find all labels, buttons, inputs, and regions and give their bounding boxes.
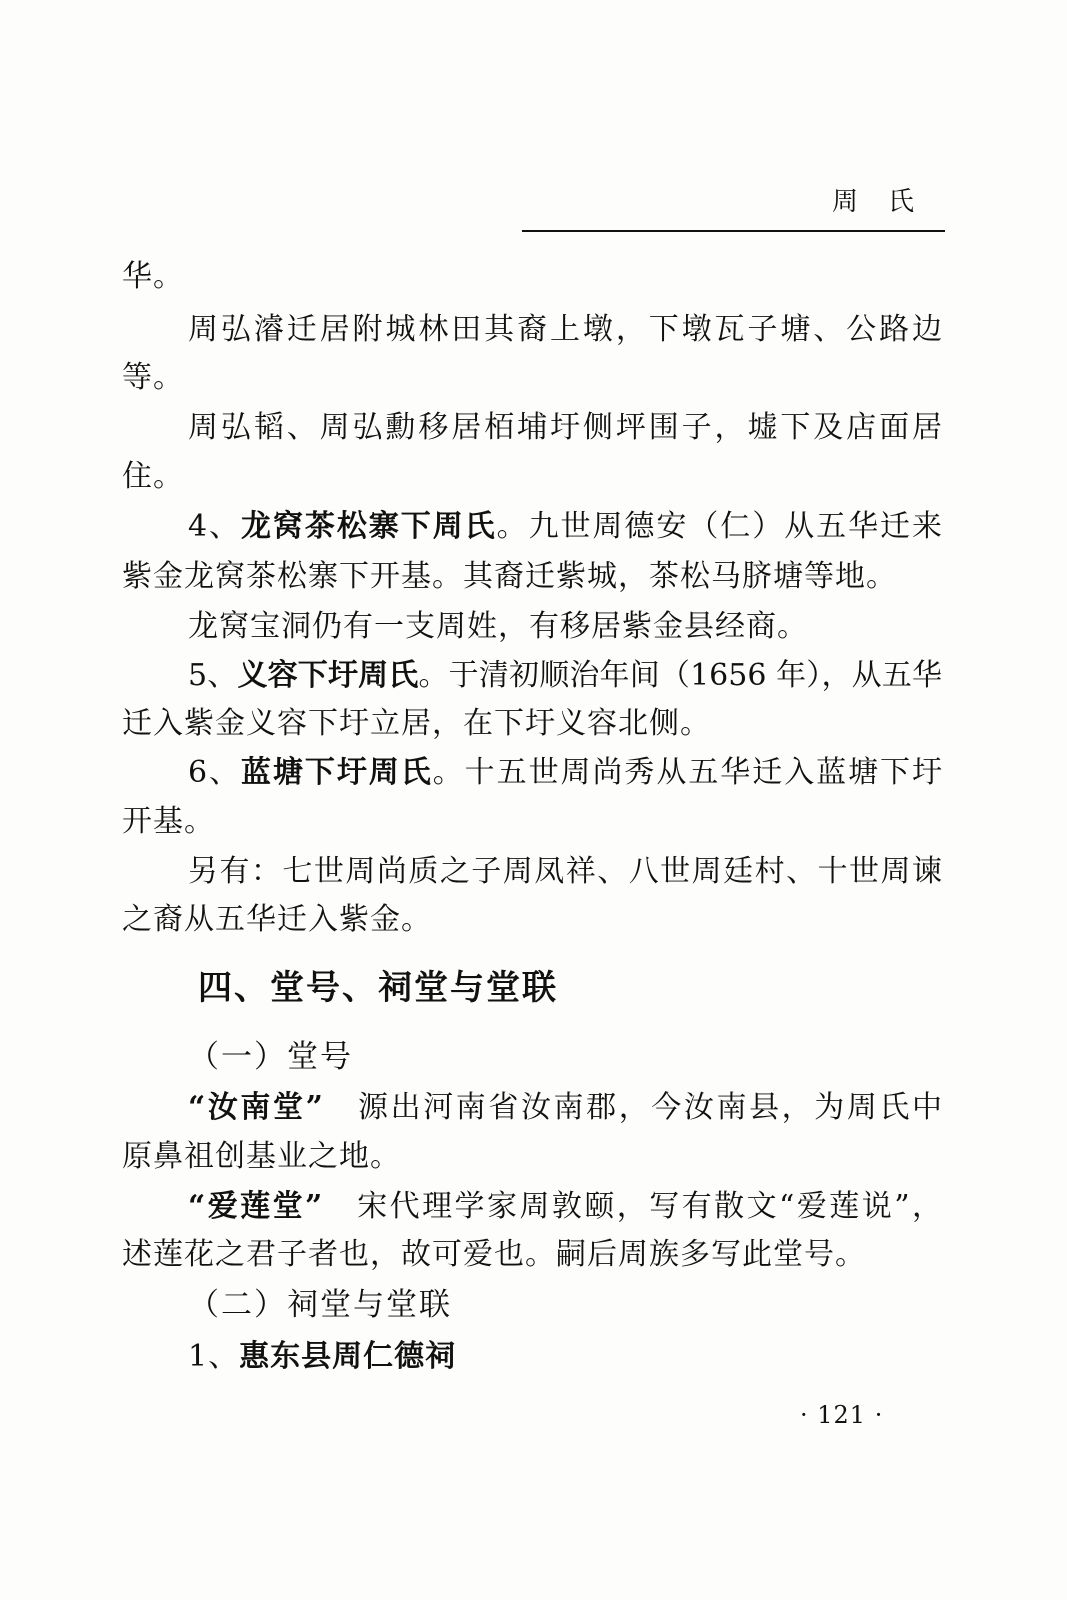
text-line: 之裔从五华迁入紫金。: [122, 902, 432, 937]
hall-name: “汝南堂”: [188, 1090, 323, 1125]
text-line: 华。: [122, 259, 184, 294]
text-line: 述莲花之君子者也，故可爱也。嗣后周族多写此堂号。: [122, 1237, 866, 1272]
text-line: [188, 1337, 456, 1377]
item-title: 龙窝茶松寨下周氏: [241, 509, 497, 544]
text-line: [188, 1088, 942, 1128]
text-line: 迁入紫金义容下圩立居，在下圩义容北侧。: [122, 706, 711, 741]
item-title: 蓝塘下圩周氏: [241, 755, 433, 790]
text-line: [188, 656, 942, 696]
hall-description: 源出河南省汝南郡，今汝南县，为周氏中: [322, 1090, 942, 1125]
text-line: 开基。: [122, 804, 215, 839]
item-number: 5、: [188, 658, 238, 693]
subsection-heading: （二）祠堂与堂联: [188, 1287, 452, 1323]
section-heading: 四、堂号、祠堂与堂联: [198, 968, 558, 1008]
item-text: 。十五世周尚秀从五华迁入蓝塘下圩: [432, 755, 943, 790]
item-text: 。九世周德安（仁）从五华迁来: [496, 509, 943, 544]
text-line: 周弘韬、周弘勳移居栢埔圩侧坪围子，墟下及店面居: [188, 410, 942, 445]
item-text: 。于清初顺治年间（1656 年），从五华: [418, 658, 943, 693]
text-line: [188, 507, 942, 547]
text-line: 周弘濬迁居附城林田其裔上墩，下墩瓦子塘、公路边: [188, 312, 942, 347]
hall-description: 宋代理学家周敦颐，写有散文“爱莲说”，: [322, 1189, 942, 1224]
text-line: 另有：七世周尚质之子周凤祥、八世周廷村、十世周谏: [188, 854, 942, 889]
text-line: [188, 753, 942, 793]
text-line: 原鼻祖创基业之地。: [122, 1139, 401, 1174]
item-number: 1、: [188, 1339, 240, 1374]
running-title: 周 氏: [832, 187, 917, 217]
text-line: 龙窝宝洞仍有一支周姓，有移居紫金县经商。: [188, 609, 808, 644]
hall-name: “爱莲堂”: [188, 1189, 323, 1224]
text-line: 等。: [122, 360, 184, 395]
text-line: 紫金龙窝茶松寨下开基。其裔迁紫城，茶松马脐塘等地。: [122, 559, 897, 594]
item-number: 4、: [188, 509, 241, 544]
subsection-heading: （一）堂号: [188, 1039, 353, 1075]
text-line: 住。: [122, 459, 184, 494]
text-line: [188, 1187, 942, 1227]
item-number: 6、: [188, 755, 241, 790]
item-title: 惠东县周仁德祠: [239, 1339, 457, 1374]
item-title: 义容下圩周氏: [237, 658, 419, 693]
page-number: · 121 ·: [800, 1401, 884, 1429]
header-rule: [522, 230, 945, 232]
